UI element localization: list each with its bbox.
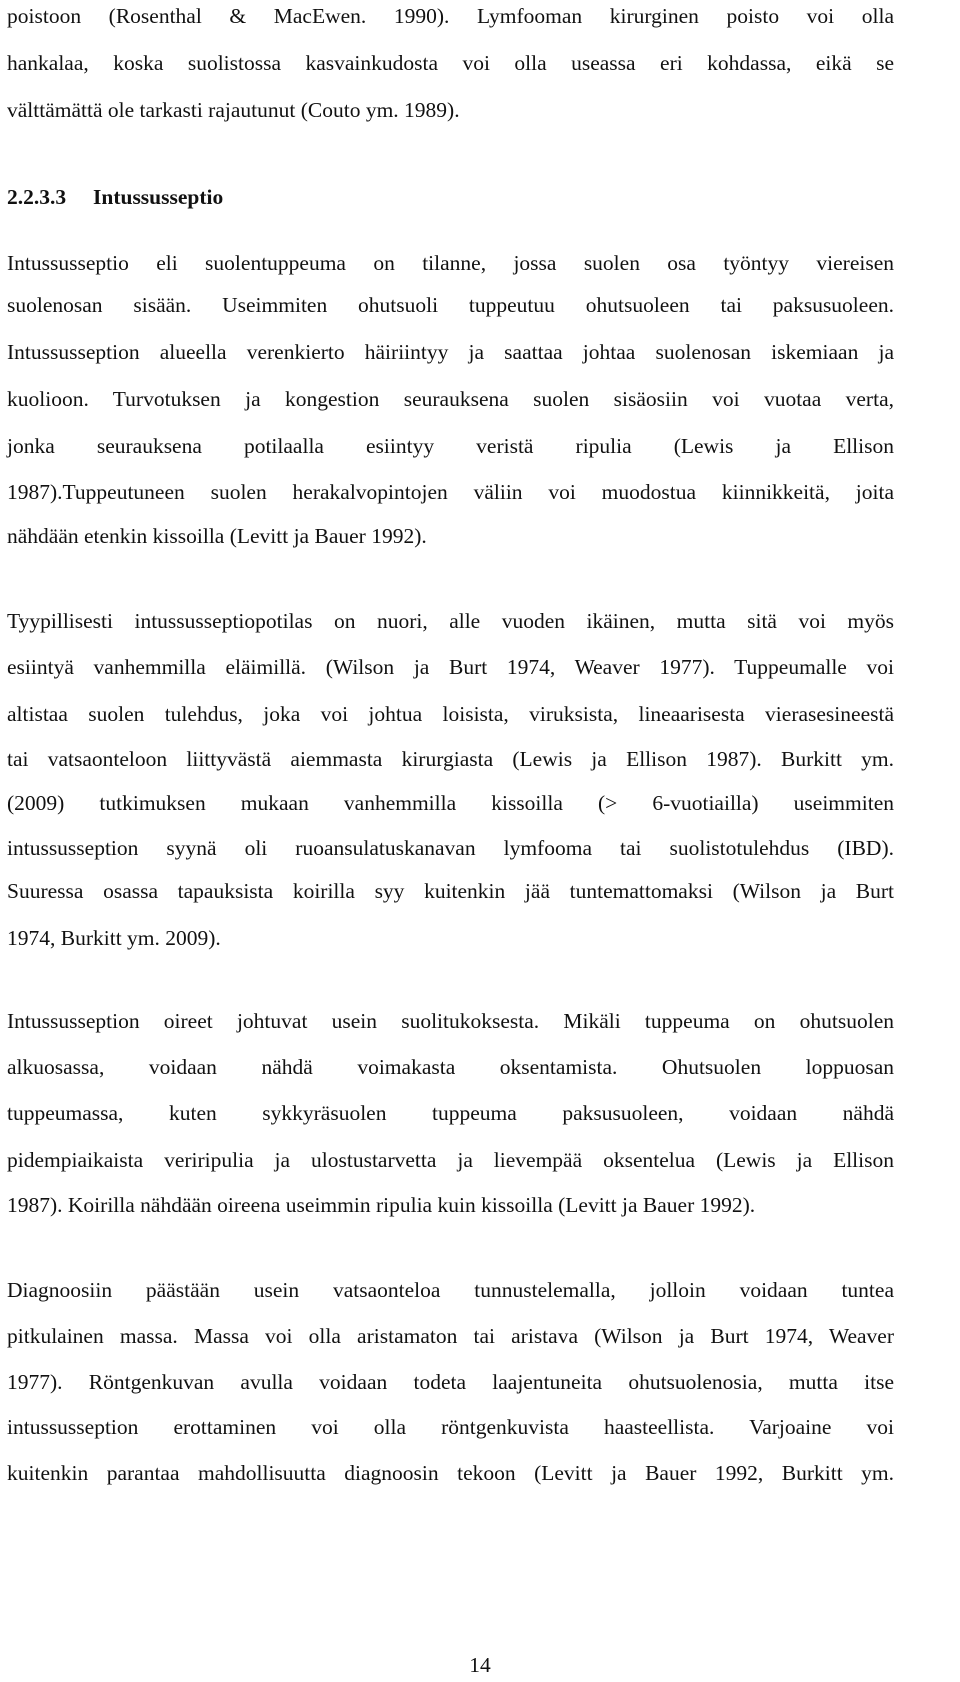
- text-line: Diagnoosiin päästään usein vatsaonteloa tunnustelemalla, jolloin voidaan tuntea: [7, 1278, 894, 1302]
- text-line: alkuosassa, voidaan nähdä voimakasta oksentamista. Ohutsuolen loppuosan: [7, 1055, 894, 1079]
- text-line: tuppeumassa, kuten sykkyräsuolen tuppeuma paksusuoleen, voidaan nähdä: [7, 1101, 894, 1125]
- text-line: Intussusseptio eli suolentuppeuma on tilanne, jossa suolen osa työntyy viereisen: [7, 251, 894, 275]
- text-line: (2009) tutkimuksen mukaan vanhemmilla kissoilla (> 6-vuotiailla) useimmiten: [7, 791, 894, 815]
- text-line: pitkulainen massa. Massa voi olla aristamaton tai aristava (Wilson ja Burt 1974, Weaver: [7, 1324, 894, 1348]
- section-title: Intussusseptio: [93, 185, 224, 209]
- text-line: Intussusseption alueella verenkierto häiriintyy ja saattaa johtaa suolenosan iskemiaan ja: [7, 340, 894, 364]
- text-line: intussusseption syynä oli ruoansulatuskanavan lymfooma tai suolistotulehdus (IBD).: [7, 836, 894, 860]
- text-line: intussusseption erottaminen voi olla röntgenkuvista haasteellista. Varjoaine voi: [7, 1415, 894, 1439]
- text-line: 1987). Koirilla nähdään oireena useimmin ripulia kuin kissoilla (Levitt ja Bauer 1992).: [7, 1193, 756, 1217]
- text-line: nähdään etenkin kissoilla (Levitt ja Bauer 1992).: [7, 524, 427, 548]
- section-number: 2.2.3.3: [7, 185, 67, 209]
- page-number: 14: [469, 1653, 491, 1677]
- text-line: 1987).Tuppeutuneen suolen herakalvopintojen väliin voi muodostua kiinnikkeitä, joita: [7, 480, 894, 504]
- text-line: Suuressa osassa tapauksista koirilla syy kuitenkin jää tuntemattomaksi (Wilson ja Burt: [7, 879, 894, 903]
- text-line: kuolioon. Turvotuksen ja kongestion seurauksena suolen sisäosiin voi vuotaa verta,: [7, 387, 894, 411]
- text-line: kuitenkin parantaa mahdollisuutta diagnoosin tekoon (Levitt ja Bauer 1992, Burkitt ym.: [7, 1461, 894, 1485]
- text-line: Intussusseption oireet johtuvat usein suolitukoksesta. Mikäli tuppeuma on ohutsuolen: [7, 1009, 894, 1033]
- text-line: jonka seurauksena potilaalla esiintyy veristä ripulia (Lewis ja Ellison: [7, 434, 894, 458]
- text-line: esiintyä vanhemmilla eläimillä. (Wilson ja Burt 1974, Weaver 1977). Tuppeumalle voi: [7, 655, 894, 679]
- text-line: hankalaa, koska suolistossa kasvainkudosta voi olla useassa eri kohdassa, eikä se: [7, 51, 894, 75]
- text-line: suolenosan sisään. Useimmiten ohutsuoli tuppeutuu ohutsuoleen tai paksusuoleen.: [7, 293, 894, 317]
- text-line: 1977). Röntgenkuvan avulla voidaan todeta laajentuneita ohutsuolenosia, mutta itse: [7, 1370, 894, 1394]
- text-line: pidempiaikaista veriripulia ja ulostustarvetta ja lievempää oksentelua (Lewis ja Ellison: [7, 1148, 894, 1172]
- section-heading: [7, 182, 223, 212]
- text-line: Tyypillisesti intussusseptiopotilas on nuori, alle vuoden ikäinen, mutta sitä voi myös: [7, 609, 894, 633]
- text-line: 1974, Burkitt ym. 2009).: [7, 926, 221, 950]
- text-line: altistaa suolen tulehdus, joka voi johtua loisista, viruksista, lineaarisesta vierasesineestä: [7, 702, 894, 726]
- text-line: välttämättä ole tarkasti rajautunut (Couto ym. 1989).: [7, 98, 460, 122]
- text-line: tai vatsaonteloon liittyvästä aiemmasta kirurgiasta (Lewis ja Ellison 1987). Burkitt ym.: [7, 747, 894, 771]
- text-line: poistoon (Rosenthal & MacEwen. 1990). Lymfooman kirurginen poisto voi olla: [7, 4, 894, 28]
